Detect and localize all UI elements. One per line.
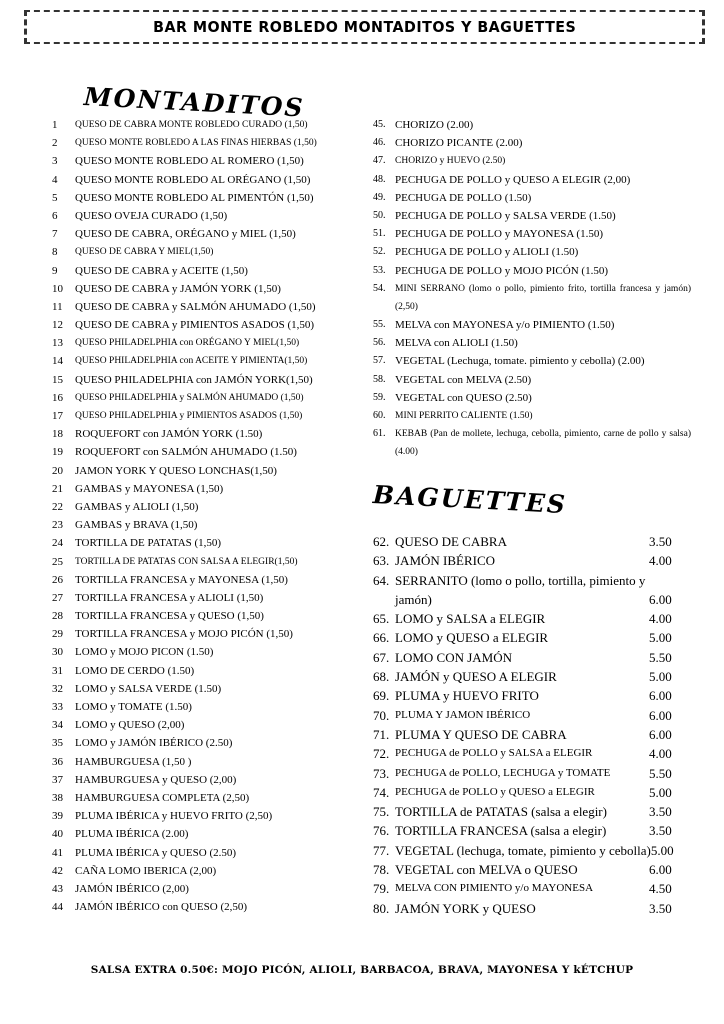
menu-item <box>52 334 370 352</box>
item-name: PLUMA IBÉRICA y QUESO (2.50) <box>75 846 237 859</box>
item-name: HAMBURGUESA COMPLETA (2,50) <box>75 791 250 804</box>
item-name: QUESO MONTE ROBLEDO A LAS FINAS HIERBAS (1,50) <box>75 138 317 149</box>
menu-item <box>373 280 691 316</box>
item-name: TORTILLA de PATATAS (salsa a elegir) <box>395 804 607 820</box>
item-name: MINI SERRANO (lomo o pollo, pimiento frito, tortilla francesa y jamón) (2,50) <box>395 283 691 312</box>
menu-item <box>373 628 691 647</box>
menu-item <box>52 844 370 862</box>
item-name: PECHUGA DE POLLO y SALSA VERDE (1.50) <box>395 209 616 222</box>
item-name: QUESO PHILADELPHIA con JAMÓN YORK(1,50) <box>75 373 313 386</box>
item-name: PLUMA IBÉRICA y HUEVO FRITO (2,50) <box>75 810 273 823</box>
item-number: 42 <box>52 864 63 877</box>
item-number: 9 <box>52 264 58 277</box>
menu-item <box>52 516 370 534</box>
menu-item <box>52 407 370 425</box>
menu-item <box>52 534 370 552</box>
baguettes-list <box>373 532 691 918</box>
item-name: QUESO DE CABRA y JAMÓN YORK (1,50) <box>75 282 281 295</box>
item-price: 5.50 <box>649 765 672 781</box>
item-number: 54. <box>373 282 386 294</box>
item-number: 61. <box>373 428 386 440</box>
item-number: 2 <box>52 137 58 150</box>
item-name: JAMON YORK Y QUESO LONCHAS(1,50) <box>75 464 277 477</box>
item-name: QUESO MONTE ROBLEDO AL ROMERO (1,50) <box>75 155 304 168</box>
menu-item <box>373 899 691 918</box>
menu-item <box>373 316 691 334</box>
menu-item <box>373 686 691 705</box>
item-name: QUESO DE CABRA MONTE ROBLEDO CURADO (1,50) <box>75 120 308 130</box>
item-number: 76. <box>373 823 390 839</box>
item-name: HAMBURGUESA y QUESO (2,00) <box>75 773 237 786</box>
menu-item <box>373 371 691 389</box>
item-number: 18 <box>52 428 63 441</box>
item-number: 60. <box>373 410 386 422</box>
menu-item <box>52 152 370 170</box>
menu-header <box>24 10 705 44</box>
menu-item <box>52 462 370 480</box>
item-name: QUESO PHILADELPHIA y SALMÓN AHUMADO (1,50) <box>75 392 304 403</box>
montaditos-list-right <box>373 116 691 462</box>
item-number: 15 <box>52 373 63 386</box>
item-name: QUESO DE CABRA Y MIEL(1,50) <box>75 247 214 258</box>
item-number: 43 <box>52 882 63 895</box>
item-number: 25 <box>52 555 63 568</box>
item-number: 28 <box>52 610 63 623</box>
menu-item <box>373 225 691 243</box>
menu-item <box>373 648 691 667</box>
item-name: QUESO PHILADELPHIA con ACEITE Y PIMIENTA(1,50) <box>75 356 308 367</box>
page-title: BAR MONTE ROBLEDO MONTADITOS Y BAGUETTES <box>152 18 577 36</box>
item-number: 40 <box>52 828 63 841</box>
item-number: 35 <box>52 737 63 750</box>
item-name: ROQUEFORT con SALMÓN AHUMADO (1.50) <box>75 446 297 459</box>
menu-item <box>52 680 370 698</box>
item-number: 33 <box>52 701 63 713</box>
item-number: 62. <box>373 534 390 549</box>
menu-item <box>373 860 691 879</box>
menu-item <box>373 821 691 840</box>
item-name: PECHUGA de POLLO, LECHUGA y TOMATE <box>395 766 611 779</box>
item-number: 72. <box>373 746 390 762</box>
menu-item <box>373 841 691 860</box>
item-name: CHORIZO (2.00) <box>395 119 474 131</box>
item-number: 7 <box>52 228 58 241</box>
item-number: 13 <box>52 337 63 350</box>
item-name: MINI PERRITO CALIENTE (1.50) <box>395 411 533 422</box>
item-name: VEGETAL (lechuga, tomate, pimiento y cebolla) <box>395 842 651 858</box>
item-number: 38 <box>52 791 63 804</box>
menu-item <box>52 625 370 643</box>
menu-item <box>52 825 370 843</box>
item-name: PLUMA Y QUESO DE CABRA <box>395 726 567 742</box>
item-price: 4.00 <box>649 746 672 762</box>
item-number: 77. <box>373 842 390 858</box>
item-number: 66. <box>373 630 390 646</box>
menu-item <box>52 553 370 571</box>
menu-item <box>52 243 370 261</box>
item-name: VEGETAL (Lechuga, tomate. pimiento y cebolla) (2.00) <box>395 355 645 368</box>
menu-item <box>52 880 370 898</box>
item-number: 3 <box>52 155 58 168</box>
extra-sauce-note: SALSA EXTRA 0.50€: MOJO PICÓN, ALIOLI, BARBACOA, BRAVA, MAYONESA Y kÉTCHUP <box>90 964 634 976</box>
item-name: TORTILLA FRANCESA y MOJO PICÓN (1,50) <box>75 628 293 641</box>
item-price: 6.00 <box>649 862 672 878</box>
item-name: GAMBAS y ALIOLI (1,50) <box>75 500 199 513</box>
item-number: 64. <box>373 572 390 588</box>
menu-item <box>52 371 370 389</box>
item-number: 31 <box>52 664 63 677</box>
item-number: 10 <box>52 282 63 295</box>
item-name: QUESO OVEJA CURADO (1,50) <box>75 209 228 222</box>
menu-item <box>373 189 691 207</box>
item-name: HAMBURGUESA (1,50 ) <box>75 755 192 768</box>
item-number: 23 <box>52 519 63 532</box>
item-name: CHORIZO PICANTE (2.00) <box>395 137 523 150</box>
menu-item <box>373 706 691 725</box>
menu-item <box>373 571 691 610</box>
item-number: 51. <box>373 228 386 240</box>
item-name: JAMÓN YORK y QUESO <box>395 900 536 916</box>
item-number: 17 <box>52 410 63 422</box>
item-price: 4.50 <box>649 881 672 897</box>
item-number: 24 <box>52 537 63 550</box>
item-number: 59. <box>373 391 386 403</box>
item-price: 6.00 <box>649 688 672 704</box>
item-number: 50. <box>373 209 386 221</box>
item-number: 20 <box>52 464 63 477</box>
menu-item <box>52 498 370 516</box>
item-name: JAMÓN IBÉRICO (2,00) <box>75 882 189 895</box>
menu-item <box>52 116 370 134</box>
item-name: JAMÓN IBÉRICO con QUESO (2,50) <box>75 901 248 914</box>
menu-item <box>52 716 370 734</box>
item-name: LOMO DE CERDO (1.50) <box>75 664 195 677</box>
item-price: 3.50 <box>649 900 672 916</box>
item-number: 57. <box>373 355 386 367</box>
menu-item <box>52 698 370 716</box>
item-name: QUESO DE CABRA y SALMÓN AHUMADO (1,50) <box>75 300 316 313</box>
menu-item <box>373 879 691 898</box>
menu-item <box>52 262 370 280</box>
item-price: 4.00 <box>649 553 672 569</box>
item-price: 5.00 <box>650 842 674 858</box>
menu-item <box>52 298 370 316</box>
menu-item <box>373 207 691 225</box>
item-name: PECHUGA DE POLLO y ALIOLI (1.50) <box>395 246 579 259</box>
item-name: PECHUGA DE POLLO y MAYONESA (1.50) <box>395 228 603 241</box>
item-name: QUESO DE CABRA <box>395 534 507 549</box>
item-price: 3.50 <box>649 823 672 839</box>
item-name: LOMO y QUESO (2,00) <box>75 719 185 732</box>
item-name: PECHUGA de POLLO y SALSA a ELEGIR <box>395 747 593 760</box>
item-name: TORTILLA DE PATATAS CON SALSA A ELEGIR(1,50) <box>75 556 298 567</box>
menu-item <box>373 783 691 802</box>
menu-item <box>52 898 370 916</box>
item-number: 16 <box>52 391 63 404</box>
item-price: 6.00 <box>649 591 672 607</box>
item-number: 6 <box>52 209 58 222</box>
menu-item <box>52 225 370 243</box>
item-number: 67. <box>373 649 390 665</box>
item-price: 5.00 <box>649 669 672 685</box>
item-name: QUESO PHILADELPHIA y PIMIENTOS ASADOS (1,50) <box>75 411 303 421</box>
item-number: 78. <box>373 862 390 878</box>
baguettes-heading: BAGUETTES <box>372 480 568 520</box>
item-name: MELVA con MAYONESA y/o PIMIENTO (1.50) <box>395 319 615 332</box>
menu-item <box>373 116 691 134</box>
menu-item <box>52 771 370 789</box>
item-name: LOMO y TOMATE (1.50) <box>75 701 192 713</box>
item-name: PLUMA y HUEVO FRITO <box>395 688 539 704</box>
menu-item <box>52 189 370 207</box>
menu-item <box>52 571 370 589</box>
item-number: 47. <box>373 155 386 167</box>
item-number: 45. <box>373 119 386 130</box>
menu-item <box>373 725 691 744</box>
menu-item <box>52 352 370 370</box>
item-name: QUESO MONTE ROBLEDO AL ORÉGANO (1,50) <box>75 173 311 186</box>
menu-item <box>52 589 370 607</box>
item-name: LOMO y SALSA a ELEGIR <box>395 611 546 627</box>
menu-item <box>52 171 370 189</box>
item-number: 41 <box>52 846 63 859</box>
menu-item <box>52 807 370 825</box>
item-name: SERRANITO (lomo o pollo, tortilla, pimiento y jamón) <box>395 572 646 607</box>
item-name: LOMO y SALSA VERDE (1.50) <box>75 682 222 695</box>
item-name: CAÑA LOMO IBERICA (2,00) <box>75 864 217 877</box>
item-price: 6.00 <box>649 726 672 742</box>
menu-item <box>373 532 691 551</box>
item-price: 5.50 <box>649 649 672 665</box>
item-name: VEGETAL con QUESO (2.50) <box>395 391 532 404</box>
item-number: 26 <box>52 573 63 586</box>
menu-item <box>52 662 370 680</box>
item-number: 75. <box>373 804 390 820</box>
item-number: 29 <box>52 628 63 641</box>
item-number: 21 <box>52 482 63 495</box>
item-name: TORTILLA FRANCESA y QUESO (1,50) <box>75 610 264 623</box>
item-name: MELVA CON PIMIENTO y/o MAYONESA <box>395 882 594 895</box>
menu-item <box>373 802 691 821</box>
item-number: 55. <box>373 319 386 331</box>
item-name: PECHUGA de POLLO y QUESO a ELEGIR <box>395 785 595 798</box>
item-number: 34 <box>52 719 63 732</box>
item-name: LOMO CON JAMÓN <box>395 649 513 665</box>
menu-item <box>52 134 370 152</box>
item-number: 14 <box>52 355 63 368</box>
item-number: 56. <box>373 337 386 349</box>
item-number: 37 <box>52 773 63 786</box>
item-name: VEGETAL con MELVA (2.50) <box>395 373 532 386</box>
menu-item <box>52 607 370 625</box>
item-number: 8 <box>52 246 58 259</box>
menu-item <box>373 667 691 686</box>
item-number: 48. <box>373 173 386 185</box>
item-name: JAMÓN IBÉRICO <box>395 553 496 569</box>
item-price: 3.50 <box>649 534 672 549</box>
montaditos-heading: MONTADITOS <box>83 82 306 123</box>
menu-item <box>373 334 691 352</box>
menu-item <box>373 744 691 763</box>
item-name: QUESO MONTE ROBLEDO AL PIMENTÓN (1,50) <box>75 191 314 204</box>
menu-item <box>373 764 691 783</box>
item-price: 5.00 <box>649 784 672 800</box>
item-number: 5 <box>52 191 58 204</box>
item-number: 36 <box>52 755 63 768</box>
item-price: 3.50 <box>649 804 672 820</box>
item-number: 65. <box>373 611 390 627</box>
item-name: MELVA con ALIOLI (1.50) <box>395 337 518 350</box>
menu-item <box>52 425 370 443</box>
item-name: VEGETAL con MELVA o QUESO <box>395 862 578 878</box>
item-number: 22 <box>52 500 63 513</box>
item-number: 4 <box>52 173 58 186</box>
item-number: 30 <box>52 646 63 659</box>
item-number: 46. <box>373 137 386 149</box>
menu-item <box>52 643 370 661</box>
item-name: QUESO DE CABRA, ORÉGANO y MIEL (1,50) <box>75 228 296 241</box>
item-price: 6.00 <box>649 707 672 723</box>
item-name: LOMO y MOJO PICON (1.50) <box>75 646 214 659</box>
item-name: PLUMA IBÉRICA (2.00) <box>75 828 189 841</box>
item-name: TORTILLA FRANCESA y ALIOLI (1,50) <box>75 591 264 604</box>
menu-item <box>52 443 370 461</box>
item-name: GAMBAS y MAYONESA (1,50) <box>75 482 224 495</box>
item-name: PECHUGA DE POLLO y QUESO A ELEGIR (2,00) <box>395 173 631 186</box>
menu-item <box>52 789 370 807</box>
item-price: 5.00 <box>649 630 672 646</box>
item-name: LOMO y JAMÓN IBÉRICO (2.50) <box>75 737 233 750</box>
menu-item <box>373 352 691 370</box>
menu-item <box>52 862 370 880</box>
menu-item <box>373 152 691 170</box>
item-name: PECHUGA DE POLLO (1.50) <box>395 191 532 204</box>
item-name: QUESO PHILADELPHIA con ORÉGANO Y MIEL(1,50) <box>75 338 300 349</box>
menu-item <box>52 734 370 752</box>
menu-item <box>373 551 691 570</box>
item-name: CHORIZO y HUEVO (2.50) <box>395 156 506 167</box>
item-number: 58. <box>373 373 386 385</box>
menu-item <box>373 171 691 189</box>
item-name: PECHUGA DE POLLO y MOJO PICÓN (1.50) <box>395 264 608 277</box>
item-name: QUESO DE CABRA y PIMIENTOS ASADOS (1,50) <box>75 319 315 332</box>
item-number: 80. <box>373 900 390 916</box>
menu-item <box>373 262 691 280</box>
item-number: 44 <box>52 901 63 914</box>
item-name: GAMBAS y BRAVA (1,50) <box>75 519 198 532</box>
item-name: LOMO y QUESO a ELEGIR <box>395 630 549 646</box>
montaditos-list-left <box>52 116 370 916</box>
item-number: 39 <box>52 810 63 823</box>
item-number: 71. <box>373 726 390 742</box>
menu-item <box>373 425 691 461</box>
menu-item <box>373 134 691 152</box>
item-name: PLUMA Y JAMON IBÉRICO <box>395 708 531 721</box>
item-name: QUESO DE CABRA y ACEITE (1,50) <box>75 264 248 277</box>
menu-item <box>373 609 691 628</box>
item-name: JAMÓN y QUESO A ELEGIR <box>395 669 557 685</box>
menu-item <box>52 316 370 334</box>
item-number: 79. <box>373 881 390 897</box>
menu-item <box>52 207 370 225</box>
item-name: TORTILLA FRANCESA (salsa a elegir) <box>395 823 607 839</box>
item-number: 70. <box>373 707 390 723</box>
item-number: 32 <box>52 682 63 695</box>
item-number: 73. <box>373 765 390 781</box>
item-name: ROQUEFORT con JAMÓN YORK (1.50) <box>75 428 263 441</box>
item-number: 69. <box>373 688 390 704</box>
item-number: 27 <box>52 591 63 604</box>
item-number: 1 <box>52 119 58 131</box>
item-number: 53. <box>373 264 386 276</box>
item-name: KEBAB (Pan de mollete, lechuga, cebolla, pimiento, carne de pollo y salsa) (4.00) <box>395 429 691 458</box>
item-number: 52. <box>373 246 386 258</box>
item-number: 49. <box>373 191 386 203</box>
menu-item <box>373 243 691 261</box>
item-number: 11 <box>52 300 63 313</box>
menu-item <box>52 389 370 407</box>
item-name: TORTILLA DE PATATAS (1,50) <box>75 537 222 550</box>
item-number: 12 <box>52 319 63 332</box>
item-number: 19 <box>52 446 63 459</box>
menu-item <box>373 389 691 407</box>
item-name: TORTILLA FRANCESA y MAYONESA (1,50) <box>75 573 288 586</box>
menu-item <box>52 753 370 771</box>
menu-item <box>373 407 691 425</box>
menu-item <box>52 280 370 298</box>
item-number: 74. <box>373 784 390 800</box>
item-price: 4.00 <box>649 611 672 627</box>
item-number: 63. <box>373 553 390 569</box>
menu-item <box>52 480 370 498</box>
item-number: 68. <box>373 669 390 685</box>
